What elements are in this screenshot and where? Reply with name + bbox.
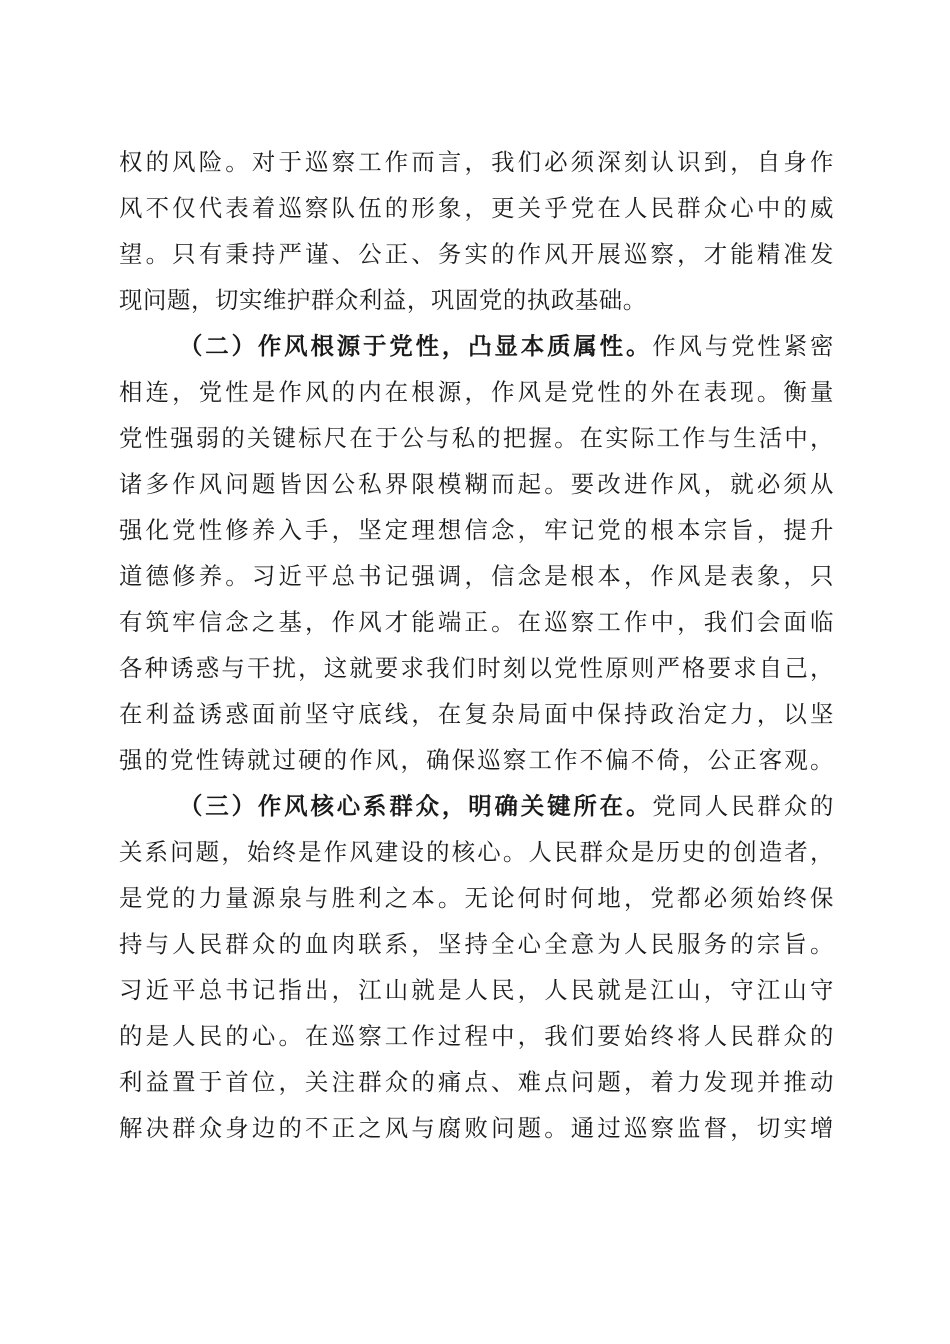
text-line: 强的党性铸就过硬的作风，确保巡察工作不偏不倚，公正客观。: [119, 746, 834, 774]
text-line: 相连，党性是作风的内在根源，作风是党性的外在表现。衡量: [119, 378, 834, 406]
section-heading-3: （三）作风核心系群众，明确关键所在。: [179, 792, 653, 820]
paragraph-3: [119, 783, 834, 1151]
text-line: 现问题，切实维护群众利益，巩固党的执政基础。: [119, 286, 647, 314]
text-line: 有筑牢信念之基，作风才能端正。在巡察工作中，我们会面临: [119, 608, 834, 636]
text-line: 持与人民群众的血肉联系，坚持全心全意为人民服务的宗旨。: [119, 930, 834, 958]
text-line: 党性强弱的关键标尺在于公与私的把握。在实际工作与生活中，: [119, 424, 834, 452]
text-line: 习近平总书记指出，江山就是人民，人民就是江山，守江山守: [119, 976, 834, 1004]
paragraph-first-line: [119, 783, 834, 829]
paragraph-first-line: [119, 323, 834, 369]
first-line-text: 党同人民群众的: [652, 792, 834, 820]
text-line: 道德修养。习近平总书记强调，信念是根本，作风是表象，只: [119, 562, 834, 590]
first-line-text: 作风与党性紧密: [652, 332, 834, 360]
text-line: 权的风险。对于巡察工作而言，我们必须深刻认识到，自身作: [119, 148, 834, 176]
text-line: 各种诱惑与干扰，这就要求我们时刻以党性原则严格要求自己，: [119, 654, 834, 682]
text-line: 的是人民的心。在巡察工作过程中，我们要始终将人民群众的: [119, 1022, 834, 1050]
paragraph-1: [119, 139, 834, 323]
text-line: 解决群众身边的不正之风与腐败问题。通过巡察监督，切实增: [119, 1114, 834, 1142]
paragraph-2: [119, 323, 834, 783]
document-body: [119, 139, 834, 1151]
text-line: 风不仅代表着巡察队伍的形象，更关乎党在人民群众心中的威: [119, 194, 834, 222]
text-line: 是党的力量源泉与胜利之本。无论何时何地，党都必须始终保: [119, 884, 834, 912]
text-line: 诸多作风问题皆因公私界限模糊而起。要改进作风，就必须从: [119, 470, 834, 498]
text-line: 强化党性修养入手，坚定理想信念，牢记党的根本宗旨，提升: [119, 516, 834, 544]
section-heading-2: （二）作风根源于党性，凸显本质属性。: [179, 332, 653, 360]
text-line: 关系问题，始终是作风建设的核心。人民群众是历史的创造者，: [119, 838, 834, 866]
text-line: 望。只有秉持严谨、公正、务实的作风开展巡察，才能精准发: [119, 240, 834, 268]
text-line: 利益置于首位，关注群众的痛点、难点问题，着力发现并推动: [119, 1068, 834, 1096]
text-line: 在利益诱惑面前坚守底线，在复杂局面中保持政治定力，以坚: [119, 700, 834, 728]
